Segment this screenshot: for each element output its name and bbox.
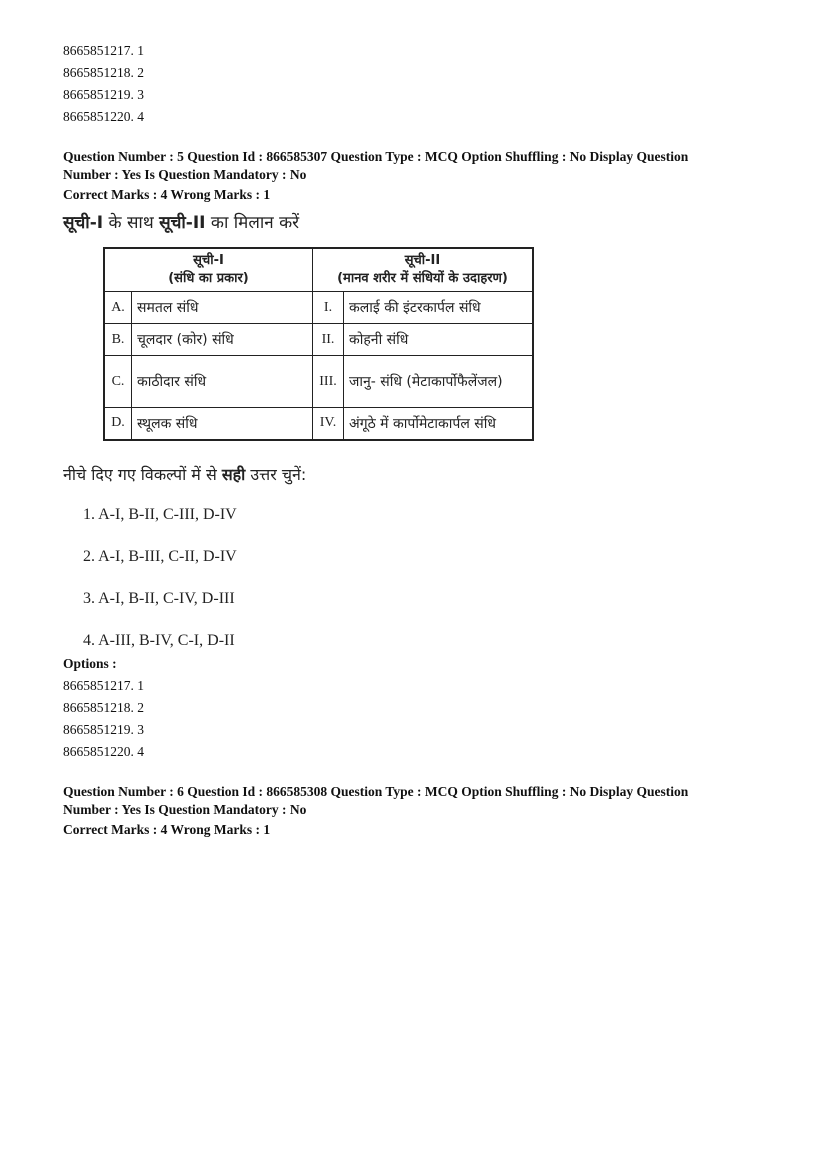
list1-key: D. bbox=[104, 408, 132, 440]
question-5 bbox=[63, 148, 763, 763]
options-list bbox=[63, 675, 763, 763]
option-line: 8665851217. 1 bbox=[63, 677, 144, 693]
answer-choice: 2. A-I, B-III, C-II, D-IV bbox=[83, 547, 237, 565]
answer-choices bbox=[63, 501, 763, 653]
previous-options-list bbox=[63, 40, 763, 128]
list2-key: I. bbox=[313, 292, 344, 324]
question-6 bbox=[63, 783, 763, 839]
list1-key: B. bbox=[104, 324, 132, 356]
answer-choice: 1. A-I, B-II, C-III, D-IV bbox=[83, 505, 237, 523]
list2-value: कोहनी संधि bbox=[344, 324, 534, 356]
list1-label: सूची-I bbox=[63, 213, 104, 233]
list2-value: अंगूठे में कार्पोमेटाकार्पल संधि bbox=[344, 408, 534, 440]
question-meta-line1: Question Number : 6 Question Id : 866585308 Question Type : MCQ Option Shuffling : No Display Question bbox=[63, 783, 689, 799]
question-meta-line2: Number : Yes Is Question Mandatory : No bbox=[63, 167, 307, 182]
list1-value: स्थूलक संधि bbox=[132, 408, 313, 440]
table-header-row bbox=[104, 248, 533, 292]
question-title bbox=[63, 210, 763, 233]
table-row bbox=[104, 292, 533, 324]
option-line: 8665851219. 3 bbox=[63, 87, 144, 102]
question-marks: Correct Marks : 4 Wrong Marks : 1 bbox=[63, 821, 271, 837]
option-line: 8665851218. 2 bbox=[63, 65, 144, 80]
list2-value: जानु- संधि (मेटाकार्पोफैलेंजल) bbox=[344, 356, 534, 408]
question-instruction bbox=[63, 463, 763, 485]
list2-key: III. bbox=[313, 356, 344, 408]
instruction-suffix: उत्तर चुनें: bbox=[245, 464, 307, 484]
answer-choice: 3. A-I, B-II, C-IV, D-III bbox=[83, 589, 235, 607]
option-line: 8665851219. 3 bbox=[63, 721, 144, 737]
instruction-text: नीचे दिए गए विकल्पों में से bbox=[63, 464, 222, 484]
document-page bbox=[63, 40, 763, 839]
question-meta-line2: Number : Yes Is Question Mandatory : No bbox=[63, 801, 307, 817]
title-connector: के साथ bbox=[103, 213, 160, 233]
list1-key: A. bbox=[104, 292, 132, 324]
title-suffix: का मिलान करें bbox=[205, 213, 300, 233]
table-row bbox=[104, 324, 533, 356]
table-row bbox=[104, 356, 533, 408]
list1-header bbox=[104, 248, 313, 292]
list1-key: C. bbox=[104, 356, 132, 408]
option-line: 8665851218. 2 bbox=[63, 699, 144, 715]
option-line: 8665851220. 4 bbox=[63, 743, 144, 759]
list2-value: कलाई की इंटरकार्पल संधि bbox=[344, 292, 534, 324]
list2-label: सूची-II bbox=[159, 213, 206, 233]
option-line: 8665851217. 1 bbox=[63, 43, 144, 58]
question-marks: Correct Marks : 4 Wrong Marks : 1 bbox=[63, 187, 271, 202]
list1-value: काठीदार संधि bbox=[132, 356, 313, 408]
question-meta-line1: Question Number : 5 Question Id : 866585307 Question Type : MCQ Option Shuffling : No Display Question bbox=[63, 149, 689, 164]
list2-header-title: सूची-II bbox=[404, 253, 441, 268]
list1-value: समतल संधि bbox=[132, 292, 313, 324]
options-label: Options : bbox=[63, 655, 117, 671]
list1-header-subtitle: (संधि का प्रकार) bbox=[168, 271, 249, 286]
option-line: 8665851220. 4 bbox=[63, 109, 144, 124]
match-table bbox=[103, 247, 534, 441]
list2-key: IV. bbox=[313, 408, 344, 440]
list2-key: II. bbox=[313, 324, 344, 356]
table-row bbox=[104, 408, 533, 440]
list2-header-subtitle: (मानव शरीर में संधियों के उदाहरण) bbox=[337, 271, 508, 286]
list2-header bbox=[313, 248, 534, 292]
answer-choice: 4. A-III, B-IV, C-I, D-II bbox=[83, 631, 235, 649]
instruction-emphasis: सही bbox=[221, 464, 246, 484]
list1-value: चूलदार (कोर) संधि bbox=[132, 324, 313, 356]
list1-header-title: सूची-I bbox=[193, 253, 224, 268]
